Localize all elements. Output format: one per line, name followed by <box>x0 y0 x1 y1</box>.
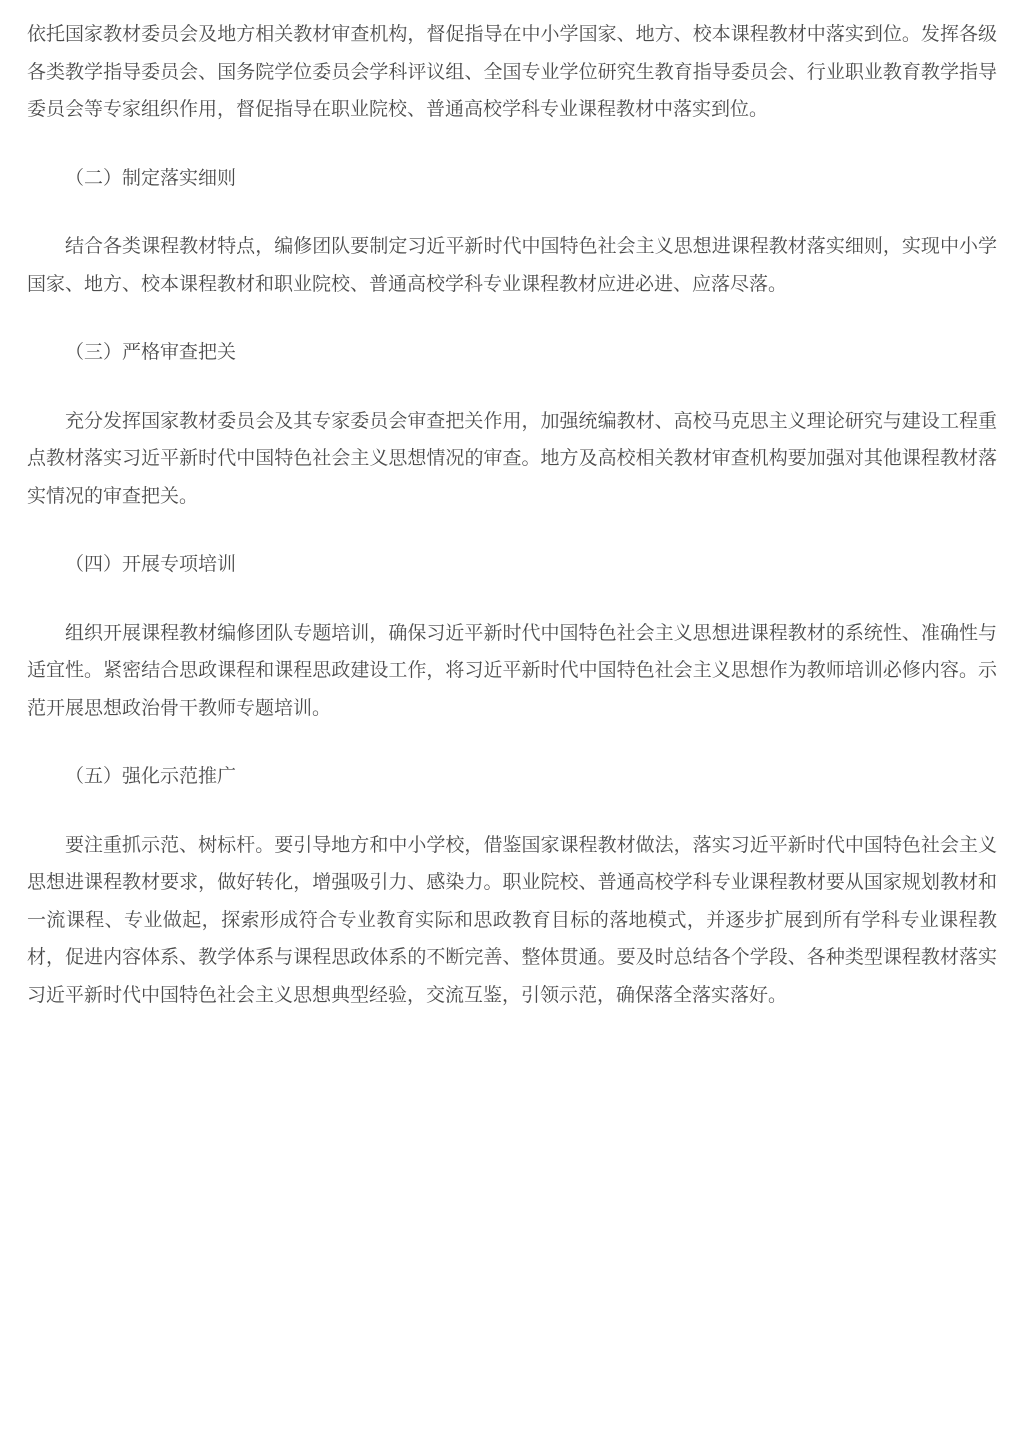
body-paragraph-section-5: 要注重抓示范、树标杆。要引导地方和中小学校，借鉴国家课程教材做法，落实习近平新时代中国特色社会主义思想进课程教材要求，做好转化，增强吸引力、感染力。职业院校、普通高校学科专业课程教材要从国家规划教材和一流课程、专业做起，探索形成符合专业教育实际和思政教育目标的落地模式，并逐步扩展到所有学科专业课程教材，促进内容体系、教学体系与课程思政体系的不断完善、整体贯通。要及时总结各个学段、各种类型课程教材落实习近平新时代中国特色社会主义思想典型经验，交流互鉴，引领示范，确保落全落实落好。 <box>27 834 997 1006</box>
section-heading-2: （二）制定落实细则 <box>65 167 237 189</box>
body-paragraph-section-3: 充分发挥国家教材委员会及其专家委员会审查把关作用，加强统编教材、高校马克思主义理论研究与建设工程重点教材落实习近平新时代中国特色社会主义思想情况的审查。地方及高校相关教材审查机构要加强对其他课程教材落实情况的审查把关。 <box>27 410 997 507</box>
section-heading-3: （三）严格审查把关 <box>65 342 237 363</box>
body-paragraph-section-2: 结合各类课程教材特点，编修团队要制定习近平新时代中国特色社会主义思想进课程教材落实细则，实现中小学国家、地方、校本课程教材和职业院校、普通高校学科专业课程教材应进必进、应落尽落。 <box>27 236 997 295</box>
body-paragraph-section-4: 组织开展课程教材编修团队专题培训，确保习近平新时代中国特色社会主义思想进课程教材的系统性、准确性与适宜性。紧密结合思政课程和课程思政建设工作，将习近平新时代中国特色社会主义思想作为教师培训必修内容。示范开展思想政治骨干教师专题培训。 <box>27 622 997 719</box>
body-paragraph-continuation: 依托国家教材委员会及地方相关教材审查机构，督促指导在中小学国家、地方、校本课程教材中落实到位。发挥各级各类教学指导委员会、国务院学位委员会学科评议组、全国专业学位研究生教育指导委员会、行业职业教育教学指导委员会等专家组织作用，督促指导在职业院校、普通高校学科专业课程教材中落实到位。 <box>27 24 997 120</box>
section-heading-4: （四）开展专项培训 <box>65 554 237 575</box>
section-heading-5: （五）强化示范推广 <box>65 766 237 787</box>
